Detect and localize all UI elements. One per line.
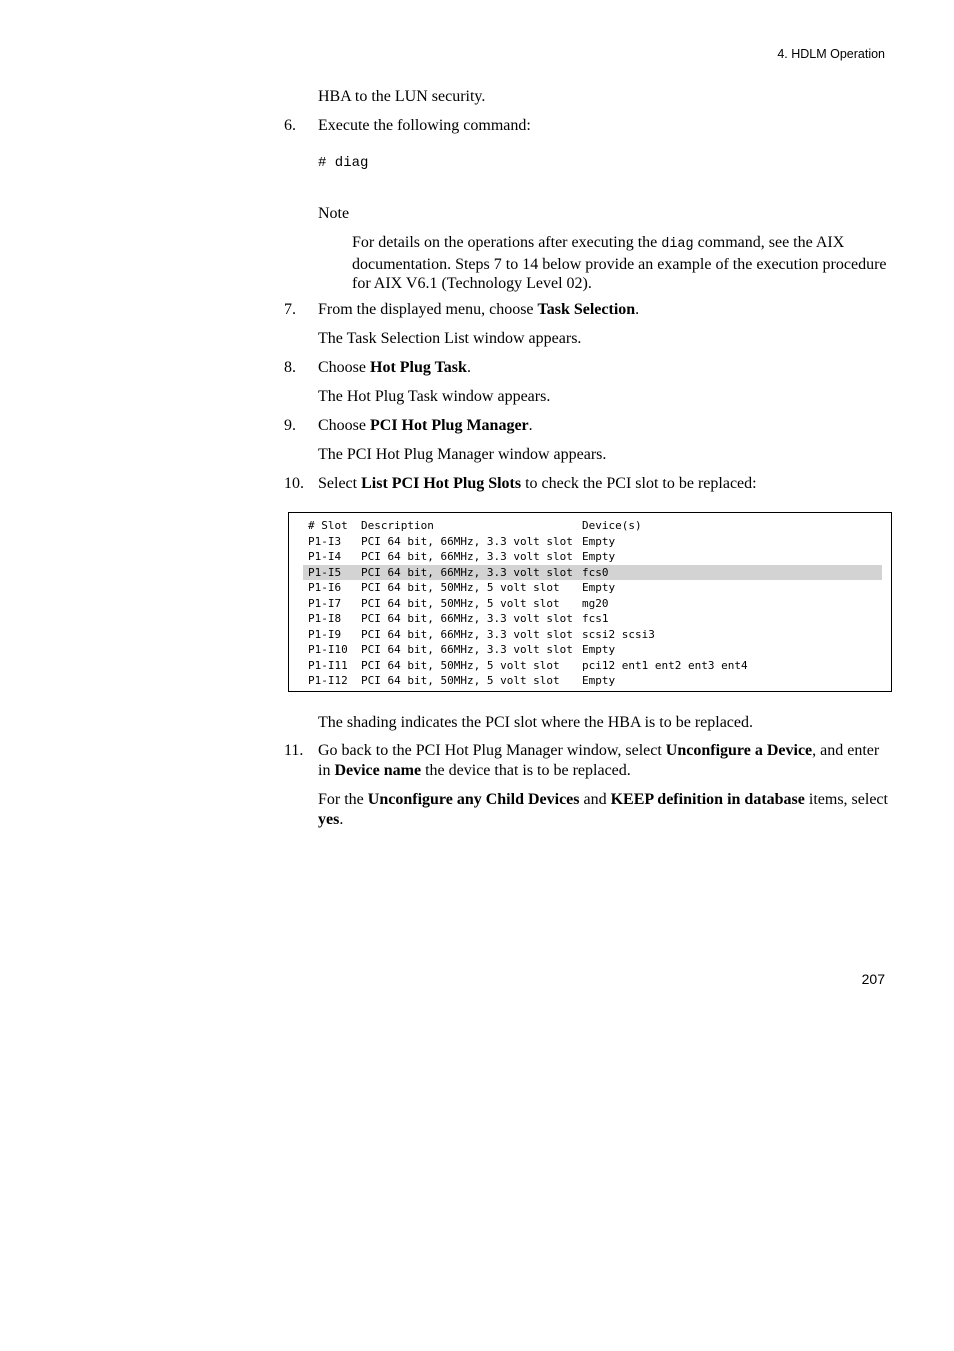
description-cell: PCI 64 bit, 50MHz, 5 volt slot [361, 658, 560, 672]
description-cell: PCI 64 bit, 50MHz, 5 volt slot [361, 674, 560, 687]
running-header: 4. HDLM Operation [777, 47, 885, 61]
slot-cell: P1-I12 [308, 674, 348, 687]
slot-cell: P1-I9 [308, 627, 342, 641]
step-7-result: The Task Selection List window appears. [318, 330, 582, 347]
slot-table-row [303, 534, 882, 549]
step-11-number: 11. [284, 742, 304, 759]
step-7-bold: Task Selection [537, 301, 636, 318]
slot-cell: P1-I11 [308, 658, 348, 672]
step-8-bold: Hot Plug Task [370, 359, 467, 376]
step-11-text: Go back to the PCI Hot Plug Manager window, select Unconfigure a Device, and enter in Device name the device that is to be replaced. [318, 742, 880, 779]
step-7-number: 7. [284, 301, 296, 318]
slot-cell: P1-I8 [308, 612, 342, 625]
device-cell: Empty [582, 534, 616, 548]
note-label: Note [318, 205, 350, 222]
step-11-options: For the Unconfigure any Child Devices and KEEP definition in database items, select yes. [318, 791, 888, 828]
intro-text: HBA to the LUN security. [318, 88, 486, 105]
step-9-text: Choose PCI Hot Plug Manager. [318, 417, 533, 434]
note-text-pre: For details on the operations after executing the [352, 234, 662, 251]
yes-bold: yes [318, 811, 340, 828]
slot-list-box [288, 512, 892, 692]
slot-cell: P1-I3 [308, 534, 342, 548]
slot-table-row [303, 596, 882, 611]
step-8-number: 8. [284, 359, 296, 376]
description-cell: PCI 64 bit, 66MHz, 3.3 volt slot [361, 627, 573, 641]
slot-cell: P1-I10 [308, 643, 348, 656]
device-cell: Device(s) [582, 519, 642, 532]
slot-cell: P1-I7 [308, 596, 342, 610]
slot-cell: P1-I6 [308, 581, 342, 594]
description-cell: PCI 64 bit, 66MHz, 3.3 volt slot [361, 565, 573, 579]
diag-command: # diag [318, 155, 369, 171]
step-10-bold: List PCI Hot Plug Slots [361, 475, 522, 492]
step-8-text: Choose Hot Plug Task. [318, 359, 471, 376]
step-10-text: Select List PCI Hot Plug Slots to check the PCI slot to be replaced: [318, 475, 757, 492]
slot-table-row [303, 642, 882, 657]
device-cell: mg20 [582, 596, 609, 610]
step-9-result: The PCI Hot Plug Manager window appears. [318, 446, 607, 463]
device-name-bold: Device name [334, 762, 422, 779]
slot-table-row [303, 627, 882, 642]
description-cell: PCI 64 bit, 50MHz, 5 volt slot [361, 596, 560, 610]
slot-cell: # Slot [308, 519, 348, 532]
unconfigure-child-bold: Unconfigure any Child Devices [367, 791, 580, 808]
slot-table-row [303, 565, 882, 580]
description-cell: Description [361, 519, 434, 532]
device-cell: Empty [582, 643, 616, 656]
slot-table-header [303, 518, 882, 533]
description-cell: PCI 64 bit, 66MHz, 3.3 volt slot [361, 612, 573, 625]
device-cell: fcs0 [582, 565, 609, 579]
step-6-text: Execute the following command: [318, 117, 531, 134]
description-cell: PCI 64 bit, 50MHz, 5 volt slot [361, 581, 560, 594]
step-9-number: 9. [284, 417, 296, 434]
keep-definition-bold: KEEP definition in database [610, 791, 805, 808]
slot-cell: P1-I4 [308, 550, 342, 563]
unconfigure-device-bold: Unconfigure a Device [665, 742, 813, 759]
slot-table-row [303, 658, 882, 673]
slot-table-row [303, 611, 882, 626]
shading-note: The shading indicates the PCI slot where the HBA is to be replaced. [318, 714, 754, 731]
step-8-result: The Hot Plug Task window appears. [318, 388, 551, 405]
slot-table-row [303, 549, 882, 564]
slot-table-row [303, 673, 882, 688]
step-9-bold: PCI Hot Plug Manager [370, 417, 529, 434]
note-text-post: command, see the AIX documentation. Steps 7 to 14 below provide an example of the execution procedure for AIX V6.1 (Technology Level 02). [352, 234, 887, 292]
slot-cell: P1-I5 [308, 565, 342, 579]
description-cell: PCI 64 bit, 66MHz, 3.3 volt slot [361, 550, 573, 563]
description-cell: PCI 64 bit, 66MHz, 3.3 volt slot [361, 534, 573, 548]
device-cell: Empty [582, 674, 616, 687]
device-cell: pci12 ent1 ent2 ent3 ent4 [582, 658, 748, 672]
device-cell: Empty [582, 581, 616, 594]
slot-table-row [303, 580, 882, 595]
description-cell: PCI 64 bit, 66MHz, 3.3 volt slot [361, 643, 573, 656]
step-10-number: 10. [284, 475, 304, 492]
device-cell: scsi2 scsi3 [582, 627, 655, 641]
note-code: diag [661, 237, 694, 252]
device-cell: fcs1 [582, 612, 609, 625]
step-6-number: 6. [284, 117, 296, 134]
device-cell: Empty [582, 550, 616, 563]
note-body [352, 233, 892, 294]
page-number: 207 [861, 971, 885, 987]
step-7-text: From the displayed menu, choose Task Selection. [318, 301, 640, 318]
